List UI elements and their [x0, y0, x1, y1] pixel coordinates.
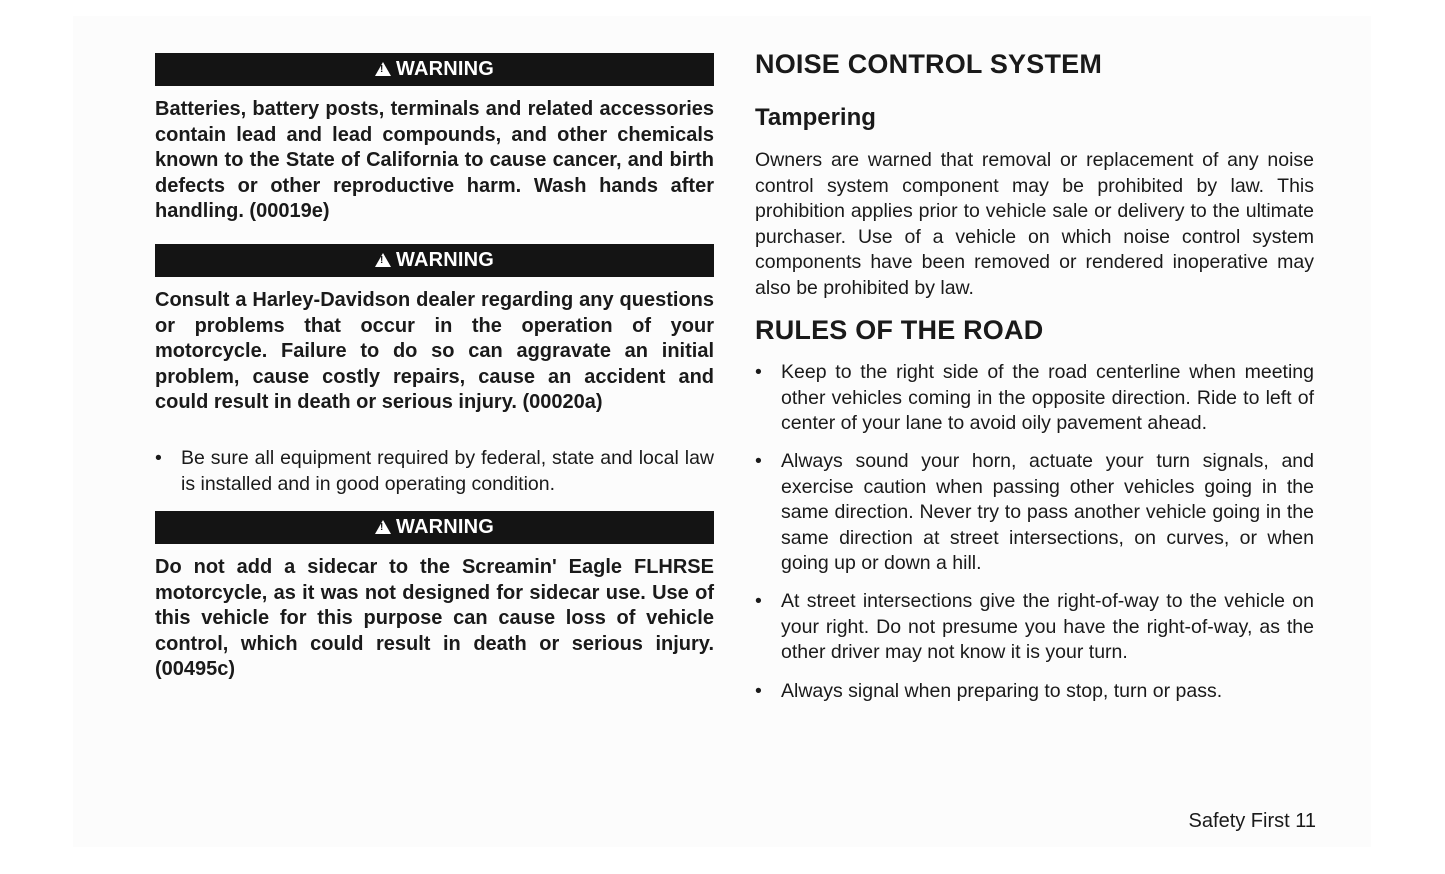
bullet-icon: • — [155, 447, 162, 469]
list-item — [755, 679, 1314, 705]
bullet-icon: • — [755, 361, 762, 383]
warning-text-sidecar: Do not add a sidecar to the Screamin' Eagle FLHRSE motorcycle, as it was not designed for sidecar use. Use of this vehicle for this purpose can cause loss of vehicle control, which could result in death or serious injury. (00495c) — [155, 556, 714, 681]
bullet-text: Keep to the right side of the road centerline when meeting other vehicles coming in the opposite direction. Ride to left of center of your lane to avoid oily pavement ahead. — [781, 361, 1314, 435]
warning-triangle-icon — [375, 62, 391, 76]
bullet-icon: • — [755, 590, 762, 612]
bullet-icon: • — [755, 450, 762, 472]
warning-header — [155, 244, 714, 277]
warning-text-batteries: Batteries, battery posts, terminals and related accessories contain lead and lead compounds, and other chemicals known to the State of California to cause cancer, and birth defects or other reproductive harm. Wash hands after handling. (00019e) — [155, 98, 714, 223]
tampering-heading: Tampering — [755, 104, 876, 131]
warning-label: WARNING — [395, 249, 495, 271]
warning-text-dealer: Consult a Harley-Davidson dealer regarding any questions or problems that occur in the operation of your motorcycle. Failure to do so can aggravate an initial problem, cause costly repairs, cause an accident and could result in death or serious injury. (00020a) — [155, 289, 714, 414]
warning-header — [155, 53, 714, 86]
list-item — [155, 446, 714, 498]
noise-control-heading: NOISE CONTROL SYSTEM — [755, 49, 1103, 79]
list-item — [755, 360, 1314, 438]
list-item — [755, 589, 1314, 667]
page-footer: Safety First 11 — [1188, 810, 1316, 832]
rules-of-road-heading: RULES OF THE ROAD — [755, 315, 1044, 345]
warning-triangle-icon — [375, 253, 391, 267]
bullet-text: Always signal when preparing to stop, turn or pass. — [781, 680, 1223, 702]
bullet-text: Be sure all equipment required by federal, state and local law is installed and in good operating condition. — [181, 447, 714, 495]
bullet-text: At street intersections give the right-of-way to the vehicle on your right. Do not presume you have the right-of-way, as the other driver may not know it is your turn. — [781, 590, 1314, 664]
warning-label: WARNING — [395, 58, 495, 80]
manual-page — [73, 16, 1371, 847]
bullet-text: Always sound your horn, actuate your turn signals, and exercise caution when passing other vehicles going in the same direction. Never try to pass another vehicle going in the same direction at street intersections, on curves, or when going up or down a hill. — [781, 450, 1314, 575]
warning-label: WARNING — [395, 516, 495, 538]
bullet-icon: • — [755, 680, 762, 702]
warning-triangle-icon — [375, 520, 391, 534]
list-item — [755, 449, 1314, 579]
tampering-paragraph: Owners are warned that removal or replacement of any noise control system component may be prohibited by law. This prohibition applies prior to vehicle sale or delivery to the ultimate purchaser. Use of a vehicle on which noise control system components have been removed or rendered inoperative may also be prohibited by law. — [755, 149, 1314, 299]
warning-header — [155, 511, 714, 544]
